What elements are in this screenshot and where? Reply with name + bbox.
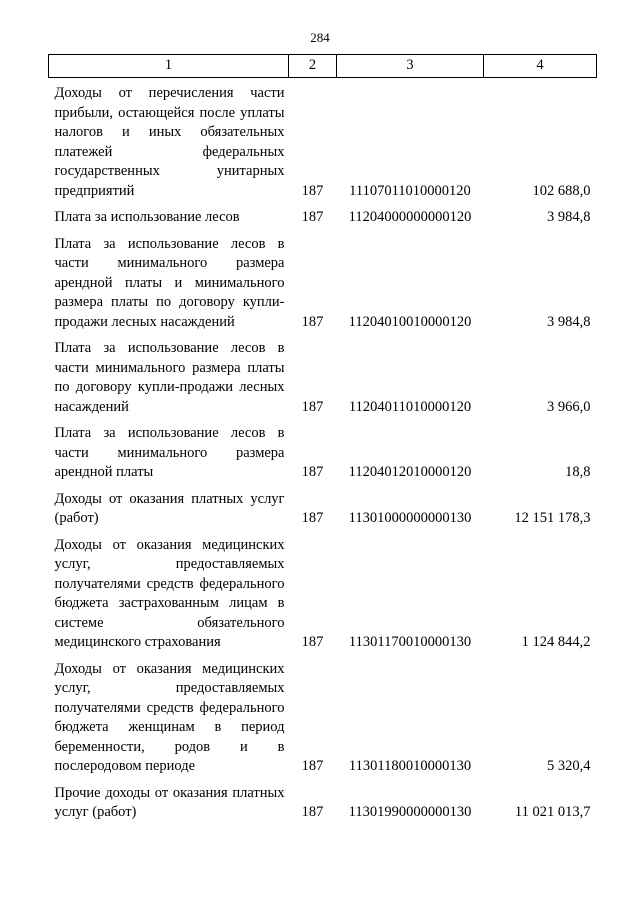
revenue-table — [48, 54, 597, 824]
table-row — [49, 778, 597, 824]
row-admin-code: 187 — [301, 313, 324, 330]
row-admin-code: 187 — [301, 182, 324, 199]
row-name: Плата за использование лесов в части минимального размера арендной платы — [54, 425, 285, 480]
table-row — [49, 484, 597, 530]
table-row — [49, 333, 597, 418]
row-amount: 18,8 — [565, 464, 591, 480]
row-budget-code: 11204000000000120 — [348, 209, 472, 225]
header-col-2: 2 — [289, 55, 337, 78]
page-number: 284 — [310, 30, 330, 45]
row-admin-code: 187 — [301, 464, 324, 480]
row-budget-code: 11204012010000120 — [348, 464, 472, 480]
row-name: Доходы от оказания медицинских услуг, предоставляемых получателями средств федерального бюджета застрахованным лицам в системе обязательного медицинского страхования — [54, 536, 285, 650]
row-admin-code: 187 — [301, 510, 324, 526]
header-col-3: 3 — [337, 55, 484, 78]
row-amount: 3 966,0 — [547, 398, 591, 415]
row-budget-code: 11301990000000130 — [348, 804, 472, 820]
row-name: Плата за использование лесов — [54, 209, 240, 225]
table-row — [49, 654, 597, 778]
table-row — [49, 202, 597, 229]
table-header — [49, 55, 597, 78]
row-amount: 3 984,8 — [547, 313, 591, 330]
row-budget-code: 11301170010000130 — [348, 634, 472, 650]
table-row — [49, 530, 597, 654]
row-name: Прочие доходы от оказания платных услуг (работ) — [54, 784, 285, 820]
row-amount: 5 320,4 — [547, 758, 591, 774]
row-budget-code: 11204010010000120 — [348, 313, 472, 330]
row-amount: 3 984,8 — [547, 209, 591, 225]
table-row — [49, 418, 597, 484]
row-admin-code: 187 — [301, 758, 324, 774]
table-row — [49, 229, 597, 334]
row-amount: 12 151 178,3 — [514, 510, 591, 526]
row-amount: 1 124 844,2 — [521, 634, 591, 650]
row-admin-code: 187 — [301, 634, 324, 650]
header-col-1: 1 — [49, 55, 289, 78]
row-name: Доходы от оказания платных услуг (работ) — [54, 490, 285, 526]
row-name: Плата за использование лесов в части минимального размера арендной платы и минимального размера платы по договору купли-продажи лесных насаждений — [54, 235, 285, 330]
row-admin-code: 187 — [301, 209, 324, 225]
row-admin-code: 187 — [301, 398, 324, 415]
table-row — [49, 78, 597, 203]
row-budget-code: 11301000000000130 — [348, 510, 472, 526]
row-budget-code: 11107011010000120 — [349, 182, 471, 199]
header-col-4: 4 — [484, 55, 597, 78]
row-budget-code: 11204011010000120 — [348, 398, 472, 415]
row-amount: 102 688,0 — [532, 182, 591, 199]
row-name: Доходы от перечисления части прибыли, остающейся после уплаты налогов и иных обязательных платежей федеральных государственных унитарных предприятий — [54, 85, 285, 199]
row-name: Плата за использование лесов в части минимального размера платы по договору купли-продажи лесных насаждений — [54, 340, 285, 415]
row-budget-code: 11301180010000130 — [348, 758, 472, 774]
row-admin-code: 187 — [301, 804, 324, 820]
row-name: Доходы от оказания медицинских услуг, предоставляемых получателями средств федерального бюджета женщинам в период беременности, родов и в послеродовом периоде — [54, 660, 285, 774]
row-amount: 11 021 013,7 — [514, 804, 591, 820]
